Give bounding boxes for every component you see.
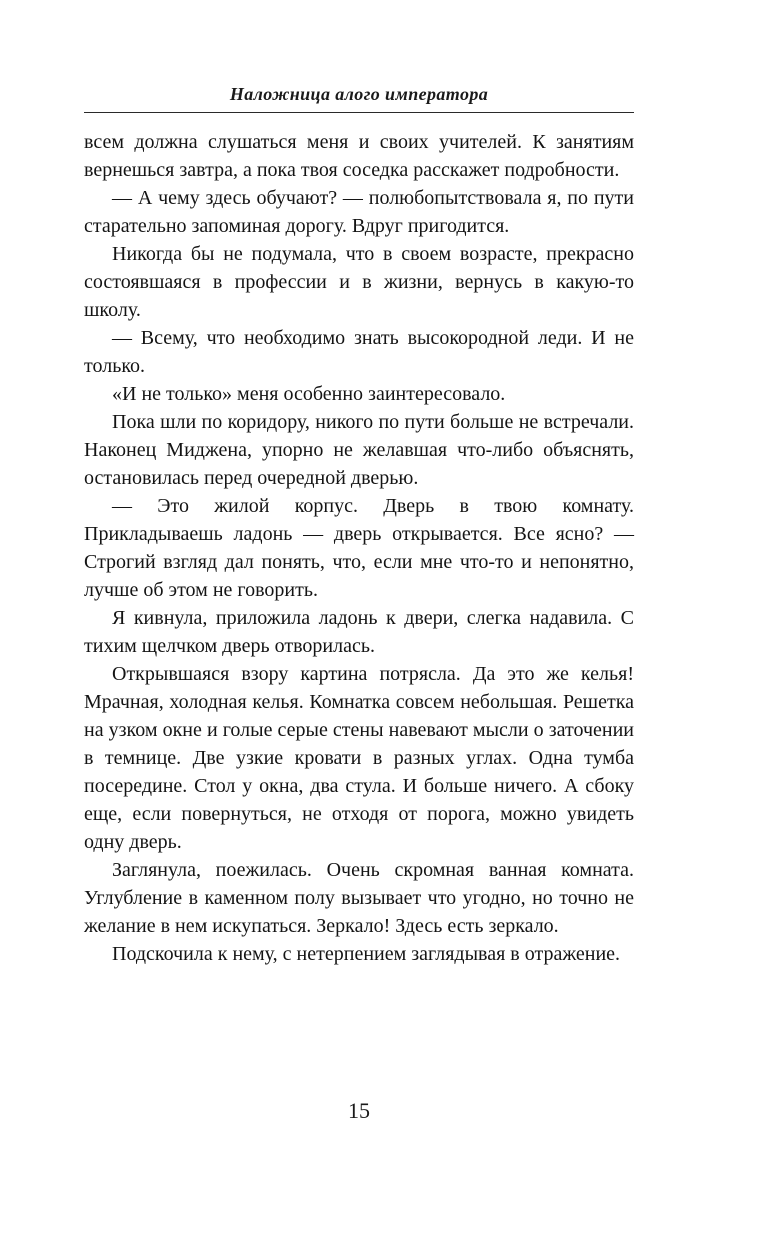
- paragraph: — Это жилой корпус. Дверь в твою комнату. Прикладываешь ладонь — дверь открывается. Все ясно? — Строгий взгляд дал понять, что, если мне что-то и непонятно, лучше об этом не говорить.: [84, 495, 634, 601]
- paragraph: Открывшаяся взору картина потрясла. Да это же келья! Мрачная, холодная келья. Комнатка совсем небольшая. Решетка на узком окне и голые серые стены навевают мысли о заточении в темнице. Две узкие кровати в разных углах. Одна тумба посередине. Стол у окна, два стула. И больше ничего. А сбоку еще, если повернуться, не отходя от порога, можно увидеть одну дверь.: [84, 663, 634, 853]
- paragraph: — Всему, что необходимо знать высокородной леди. И не только.: [84, 327, 634, 377]
- paragraph: всем должна слушаться меня и своих учителей. К занятиям вернешься завтра, а пока твоя соседка расскажет подробности.: [84, 131, 634, 181]
- running-header-title: Наложница алого императора: [229, 84, 489, 104]
- header-rule: [84, 112, 634, 113]
- paragraph: Заглянула, поежилась. Очень скромная ванная комната. Углубление в каменном полу вызывает что угодно, но точно не желание в нем искупаться. Зеркало! Здесь есть зеркало.: [84, 859, 634, 937]
- page-number: 15: [348, 1098, 370, 1123]
- paragraph: «И не только» меня особенно заинтересовало.: [112, 383, 506, 405]
- paragraph: Пока шли по коридору, никого по пути больше не встречали. Наконец Миджена, упорно не желавшая что-либо объяснять, остановилась перед очередной дверью.: [84, 411, 634, 489]
- paragraph: Никогда бы не подумала, что в своем возрасте, прекрасно состоявшаяся в профессии и в жизни, вернусь в какую-то школу.: [84, 243, 634, 321]
- body-text: [84, 128, 634, 968]
- paragraph: — А чему здесь обучают? — полюбопытствовала я, по пути старательно запоминая дорогу. Вдруг пригодится.: [84, 187, 634, 237]
- running-header: [84, 84, 634, 113]
- paragraph: Я кивнула, приложила ладонь к двери, слегка надавила. С тихим щелчком дверь отворилась.: [84, 607, 634, 657]
- paragraph: Подскочила к нему, с нетерпением заглядывая в отражение.: [112, 943, 621, 965]
